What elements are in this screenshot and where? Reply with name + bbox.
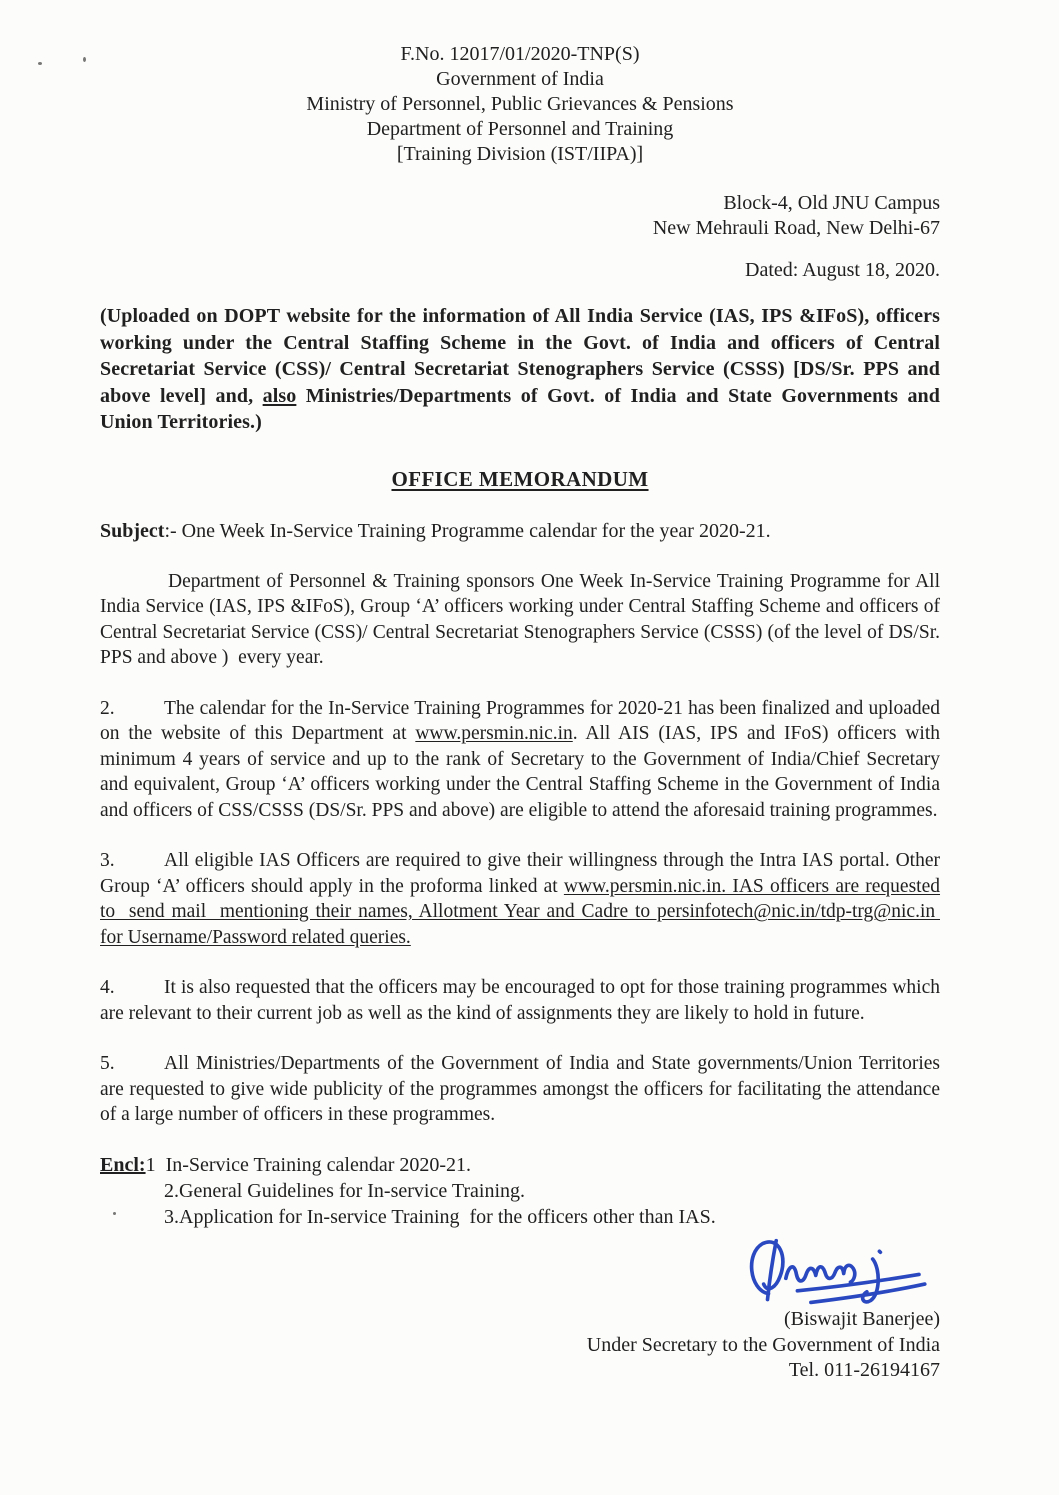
office-address: [100, 191, 940, 241]
letterhead: [100, 42, 940, 167]
date-line: Dated: August 18, 2020.: [745, 259, 940, 281]
org-government: Government of India: [436, 68, 604, 90]
file-number: F.No. 12017/01/2020-TNP(S): [400, 43, 640, 65]
handwritten-signature-icon: [738, 1232, 934, 1314]
circulation-note: [100, 303, 940, 436]
memo-title: OFFICE MEMORANDUM: [391, 466, 649, 491]
paragraph-3-text: All eligible IAS Officers are required to give their willingness through the Intra IAS portal. Other Group ‘A’ officers should apply in the proforma linked at: [100, 850, 940, 897]
enclosure-label: Encl:: [100, 1153, 146, 1176]
paragraph-5: [100, 1051, 940, 1128]
circulation-note-also-underlined: also: [262, 384, 297, 407]
subject-label: Subject: [100, 519, 165, 542]
circulation-note-text-end: Ministries/Departments of Govt. of India and State Governments and Union Territories.): [100, 384, 940, 433]
signatory-phone: Tel. 011-26194167: [788, 1359, 940, 1381]
paragraph-5-text: All Ministries/Departments of the Government of India and State governments/Union Territories are requested to give wide publicity of the programmes amongst the officers for facilitating the attendance of a large number of officers in these programmes.: [100, 1053, 940, 1125]
paragraph-5-number: 5.: [100, 1053, 115, 1074]
paragraph-4-text: It is also requested that the officers may be encouraged to opt for those training programmes which are relevant to their current job as well as the kind of assignments they are likely to hold in future.: [100, 977, 940, 1024]
paragraph-2-number: 2.: [100, 697, 115, 719]
signature-block: [100, 1232, 940, 1384]
paragraph-2-url: www.persmin.nic.in: [415, 723, 573, 744]
paragraph-3-underlined-instructions: www.persmin.nic.in. IAS officers are requested to send mail mentioning their names, Allotment Year and Cadre to persinfotech@nic.in/tdp-trg@nic.in for Username/Password related queries.: [100, 875, 941, 948]
paragraph-3: [100, 848, 940, 950]
enclosure-1-text: 1 In-Service Training calendar 2020-21.: [145, 1153, 472, 1176]
paragraph-3-number: 3.: [100, 850, 115, 871]
paragraph-2-text-end: . All AIS (IAS, IPS and IFoS) officers with minimum 4 years of service and up to the rank of Secretary to the Government of India/Chief Secretary and equivalent, Group ‘A’ officers working under the Central Staffing Scheme in the Government of India and officers of CSS/CSSS (DS/Sr. PPS and above) are eligible to attend the aforesaid training programmes.: [100, 723, 940, 821]
address-line-1: Block-4, Old JNU Campus: [723, 192, 940, 214]
paragraph-4-number: 4.: [100, 977, 115, 998]
paragraph-2: [100, 696, 940, 824]
address-line-2: New Mehrauli Road, New Delhi-67: [652, 217, 940, 239]
heading-row: [100, 467, 940, 492]
org-department: Department of Personnel and Training: [366, 118, 674, 140]
enclosure-3: 3.Application for In-service Training for the officers other than IAS.: [164, 1205, 716, 1228]
enclosure-2: 2.General Guidelines for In-service Training.: [164, 1179, 526, 1202]
signatory-name: (Biswajit Banerjee): [783, 1308, 940, 1330]
paragraph-1: Department of Personnel & Training sponsors One Week In-Service Training Programme for All India Service (IAS, IPS &IFoS), Group ‘A’ officers working under Central Staffing Scheme and officers of Central Secretariat Service (CSS)/ Central Secretariat Stenographers Service (CSSS) (of the level of DS/Sr. PPS and above ) every year.: [100, 570, 940, 668]
subject-text: :- One Week In-Service Training Programme calendar for the year 2020-21.: [164, 519, 771, 542]
org-ministry: Ministry of Personnel, Public Grievances & Pensions: [306, 93, 734, 115]
paragraph-4: [100, 975, 940, 1026]
signatory-designation: Under Secretary to the Government of India: [586, 1333, 940, 1356]
circulation-note-text: (Uploaded on DOPT website for the information of All India Service (IAS, IPS &IFoS), officers working under the Central Staffing Scheme in the Govt. of India and officers of Central Secretariat Service (CSS)/ Central Secretariat Stenographers Service (CSSS) [DS/Sr. PPS and above level] and,: [100, 305, 940, 407]
subject-line: [100, 519, 940, 544]
org-division: [Training Division (IST/IIPA)]: [396, 143, 644, 165]
enclosure-1: [100, 1152, 940, 1178]
enclosures-list: [100, 1152, 940, 1230]
paragraph-2-text: The calendar for the In-Service Training Programmes for 2020-21 has been finalized and uploaded on the website of this Department at: [100, 697, 940, 744]
